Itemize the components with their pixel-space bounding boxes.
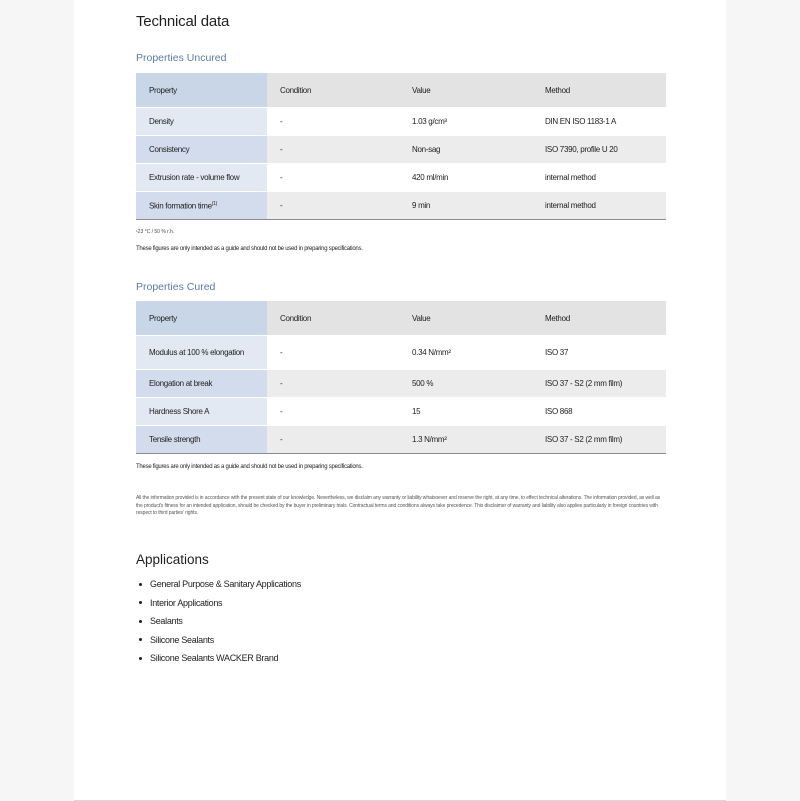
cell-method: ISO 37 - S2 (2 mm film)	[532, 426, 666, 454]
table-header-row	[136, 301, 666, 336]
application-label: Silicone Sealants WACKER Brand	[150, 653, 279, 664]
cell-method: ISO 7390, profile U 20	[532, 136, 666, 164]
table-row	[136, 136, 666, 164]
cell-property: Consistency	[136, 136, 267, 164]
applications-section	[136, 552, 666, 668]
cell-condition: -	[267, 370, 399, 398]
cell-method: ISO 37	[532, 336, 666, 370]
table-row	[136, 164, 666, 192]
cell-method: ISO 868	[532, 398, 666, 426]
cell-method: internal method	[532, 164, 666, 192]
technical-data-section	[136, 13, 666, 30]
cell-value: 9 min	[399, 192, 532, 220]
cell-value: 1.03 g/cm³	[399, 108, 532, 136]
cured-table	[136, 301, 666, 454]
cell-method: DIN EN ISO 1183-1 A	[532, 108, 666, 136]
table-row	[136, 192, 666, 220]
cell-condition: -	[267, 426, 399, 454]
cell-condition: -	[267, 398, 399, 426]
cell-property	[136, 192, 267, 220]
cell-property: Tensile strength	[136, 426, 267, 454]
table-header-row	[136, 73, 666, 108]
cell-condition: -	[267, 164, 399, 192]
table-row	[136, 398, 666, 426]
cured-title: Properties Cured	[136, 281, 216, 293]
list-item	[136, 575, 666, 594]
application-label: Silicone Sealants	[150, 634, 214, 645]
cell-value: 1.3 N/mm²	[399, 426, 532, 454]
uncured-title: Properties Uncured	[136, 52, 227, 64]
cell-condition: -	[267, 192, 399, 220]
document-page	[74, 0, 726, 801]
disclaimer-text: All the information provided is in accordance with the present state of our knowledge. Nevertheless, we disclaim any warranty or liability whatsoever and reserve the right, at any time, to effect technical alterations. The information provided, as well as the product's fitness for an intended application, should be checked by the buyer in preliminary trials. Contractual terms and conditions always take precedence. This disclaimer of warranty and liability also applies particularly in foreign countries with respect to third parties' rights.	[136, 495, 661, 516]
page-title: Technical data	[136, 13, 230, 30]
cell-condition: -	[267, 108, 399, 136]
cured-guide-note: These figures are only intended as a guide and should not be used in preparing specifications.	[136, 464, 363, 470]
applications-list	[136, 575, 666, 668]
cell-value: 500 %	[399, 370, 532, 398]
header-property: Property	[136, 301, 267, 336]
bullet-icon	[139, 620, 142, 623]
table-row	[136, 336, 666, 370]
cell-property: Density	[136, 108, 267, 136]
uncured-section	[136, 52, 666, 252]
cell-property: Elongation at break	[136, 370, 267, 398]
cell-property: Hardness Shore A	[136, 398, 267, 426]
cell-value: Non-sag	[399, 136, 532, 164]
application-label: General Purpose & Sanitary Applications	[150, 579, 301, 590]
cell-value: 15	[399, 398, 532, 426]
cell-method: ISO 37 - S2 (2 mm film)	[532, 370, 666, 398]
cell-condition: -	[267, 136, 399, 164]
list-item	[136, 649, 666, 668]
list-item	[136, 594, 666, 613]
uncured-footnote: ¹23 °C / 50 % r.h.	[136, 229, 175, 235]
list-item	[136, 631, 666, 650]
header-value: Value	[399, 73, 532, 108]
bullet-icon	[139, 638, 142, 641]
disclaimer-section	[136, 495, 666, 518]
header-property: Property	[136, 73, 267, 108]
header-condition: Condition	[267, 301, 399, 336]
header-method: Method	[532, 301, 666, 336]
cell-method: internal method	[532, 192, 666, 220]
footnote-marker: (1)	[211, 200, 217, 207]
bullet-icon	[139, 583, 142, 586]
cell-property-text: Skin formation time	[149, 201, 212, 211]
list-item	[136, 612, 666, 631]
header-value: Value	[399, 301, 532, 336]
table-row	[136, 426, 666, 454]
header-condition: Condition	[267, 73, 399, 108]
cell-value: 0.34 N/mm²	[399, 336, 532, 370]
table-row	[136, 370, 666, 398]
bullet-icon	[139, 657, 142, 660]
header-method: Method	[532, 73, 666, 108]
cell-condition: -	[267, 336, 399, 370]
cell-property: Modulus at 100 % elongation	[136, 336, 267, 370]
cell-value: 420 ml/min	[399, 164, 532, 192]
application-label: Interior Applications	[150, 597, 223, 608]
application-label: Sealants	[150, 616, 183, 627]
uncured-table	[136, 73, 666, 220]
bullet-icon	[139, 601, 142, 604]
uncured-guide-note: These figures are only intended as a guide and should not be used in preparing specifications.	[136, 246, 363, 252]
applications-title: Applications	[136, 552, 209, 567]
cured-section	[136, 281, 666, 470]
cell-property: Extrusion rate - volume flow	[136, 164, 267, 192]
table-row	[136, 108, 666, 136]
